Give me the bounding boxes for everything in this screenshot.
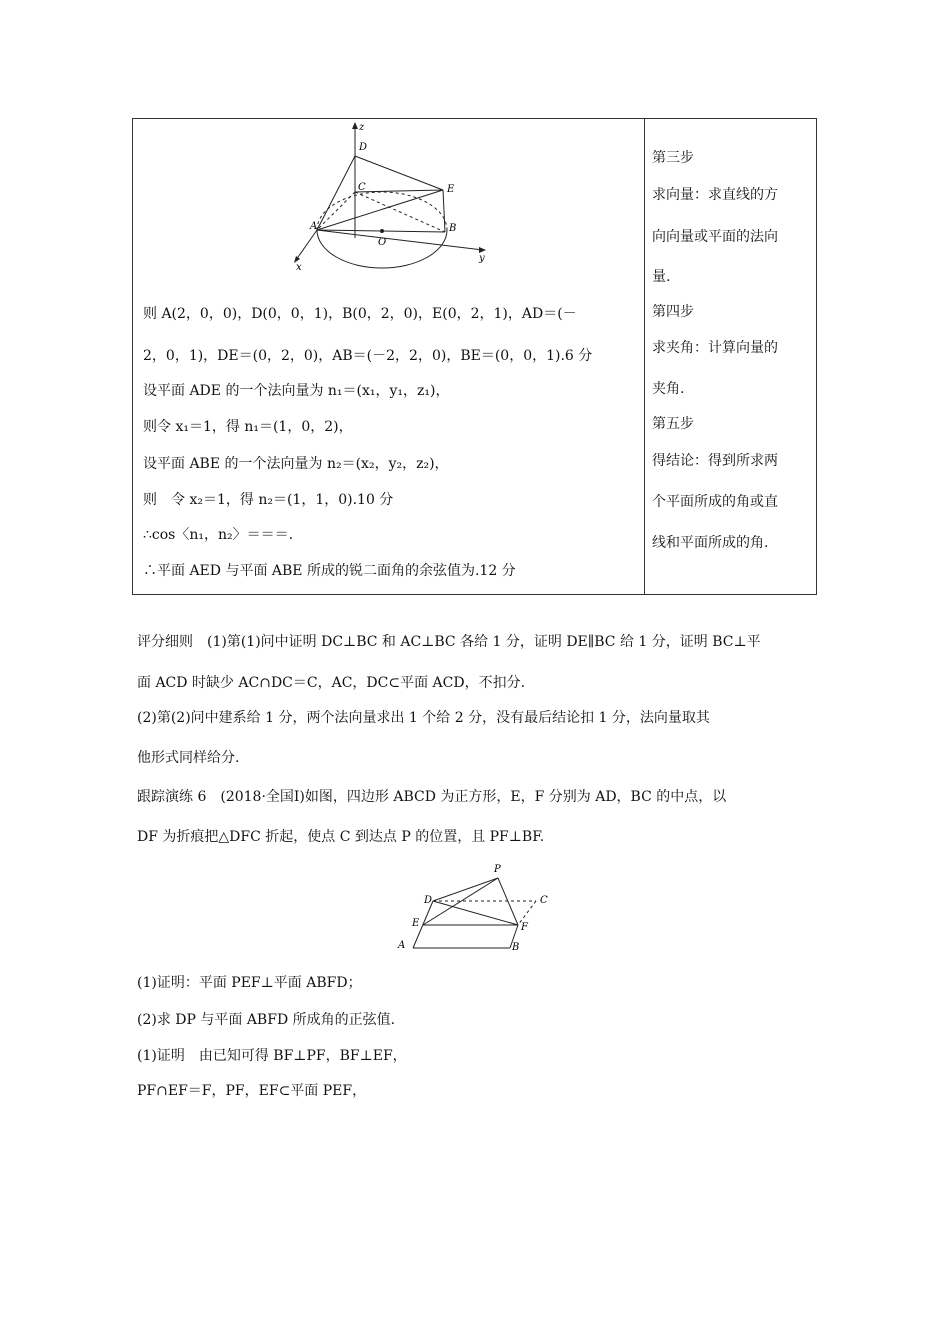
step-line: 得结论：得到所求两 (652, 453, 778, 469)
body-line: (1)证明：平面 PEF⊥平面 ABFD； (137, 975, 362, 991)
body-line: 跟踪演练 6 (2018·全国Ⅰ)如图，四边形 ABCD 为正方形，E，F 分别为 AD，BC 的中点，以 (137, 789, 727, 805)
fig2-label-p: P (494, 864, 501, 875)
body-line: (2)第(2)问中建系给 1 分，两个法向量求出 1 个给 2 分，没有最后结论扣 1 分，法向量取其 (137, 710, 710, 726)
fig2-label-c: C (540, 895, 548, 906)
fig1-label-o: O (378, 237, 387, 248)
step-line: 线和平面所成的角. (652, 535, 769, 551)
solution-line: 设平面 ADE 的一个法向量为 n₁＝(x₁，y₁，z₁)， (143, 383, 450, 399)
fig1-label-c: C (358, 182, 366, 193)
step-line: 个平面所成的角或直 (652, 494, 778, 510)
body-line: PF∩EF＝F，PF，EF⊂平面 PEF， (137, 1083, 367, 1099)
step-line: 第五步 (652, 416, 694, 432)
fig2-label-e: E (412, 918, 420, 929)
fig2-label-f: F (521, 922, 528, 933)
fig1-label-d: D (359, 142, 368, 153)
solution-line: 则 A(2，0，0)，D(0，0，1)，B(0，2，0)，E(0，2，1)，AD＝(－ (143, 306, 577, 322)
step-line: 夹角. (652, 381, 685, 397)
body-line: 评分细则 (1)第(1)问中证明 DC⊥BC 和 AC⊥BC 各给 1 分，证明 DE∥BC 给 1 分，证明 BC⊥平 (137, 634, 761, 650)
fig2-label-b: B (512, 942, 520, 953)
fig1-label-x: x (296, 262, 302, 273)
solution-line: ∴cos〈n₁，n₂〉＝＝＝. (143, 527, 294, 543)
body-line: 面 ACD 时缺少 AC∩DC＝C，AC，DC⊂平面 ACD，不扣分. (137, 675, 526, 691)
table-column-divider (644, 119, 645, 594)
step-line: 向向量或平面的法向 (652, 229, 778, 245)
step-line: 第四步 (652, 304, 694, 320)
body-line: 他形式同样给分. (137, 750, 240, 766)
fig1-label-z: z (359, 122, 365, 133)
step-line: 求夹角：计算向量的 (652, 340, 778, 356)
fig1-label-b: B (449, 223, 457, 234)
solution-line: ∴平面 AED 与平面 ABE 所成的锐二面角的余弦值为.12 分 (143, 563, 516, 579)
step-line: 量. (652, 269, 671, 285)
fig1-label-e: E (447, 184, 455, 195)
solution-line: 则 令 x₂＝1，得 n₂＝(1，1，0).10 分 (143, 492, 394, 508)
fig1-label-a: A (310, 221, 318, 232)
figure-folded-square (393, 858, 563, 958)
solution-line: 设平面 ABE 的一个法向量为 n₂＝(x₂，y₂，z₂)， (143, 456, 449, 472)
fig2-label-d: D (424, 895, 433, 906)
step-line: 第三步 (652, 150, 694, 166)
body-line: (2)求 DP 与平面 ABFD 所成角的正弦值. (137, 1012, 396, 1028)
fig2-label-a: A (398, 940, 406, 951)
step-line: 求向量：求直线的方 (652, 187, 778, 203)
fig1-label-y: y (479, 253, 485, 264)
solution-line: 2，0，1)，DE＝(0，2，0)，AB＝(－2，2，0)，BE＝(0，0，1).6 分 (143, 348, 593, 364)
body-line: DF 为折痕把△DFC 折起，使点 C 到达点 P 的位置，且 PF⊥BF. (137, 829, 545, 845)
solution-line: 则令 x₁＝1，得 n₁＝(1，0，2)， (143, 419, 353, 435)
body-line: (1)证明 由已知可得 BF⊥PF，BF⊥EF， (137, 1048, 407, 1064)
figure-coordinate-geometry (283, 120, 493, 275)
